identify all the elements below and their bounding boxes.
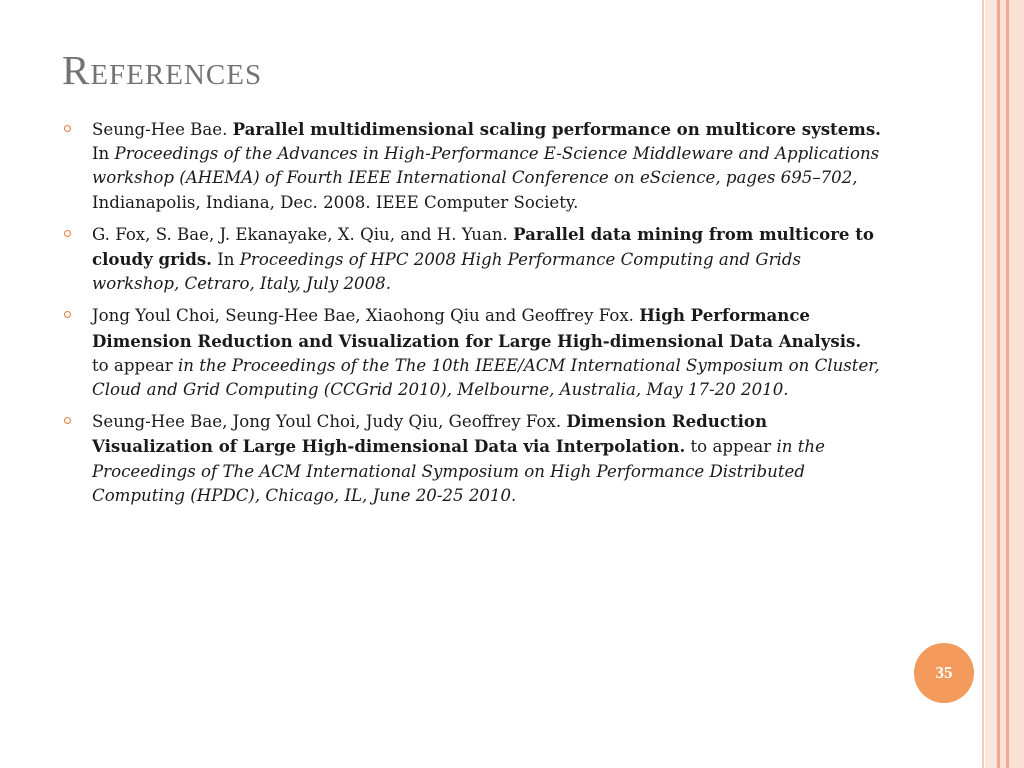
page-number-badge: 35	[914, 643, 974, 703]
reference-venue: Proceedings of HPC 2008 High Performance Computing and Grids workshop, Cetraro, Italy, July 2008.	[92, 250, 802, 294]
reference-venue: in the Proceedings of the The 10th IEEE/ACM International Symposium on Cluster, Cloud and Grid Computing (CCGrid 2010), Melbourne, Australia, May 17-20 2010.	[92, 355, 880, 400]
reference-list	[62, 117, 882, 515]
reference-item	[62, 303, 882, 402]
reference-item	[62, 222, 882, 297]
reference-venue: in the Proceedings of The ACM International Symposium on High Performance Distributed Computing (HPDC), Chicago, IL, June 20-25 2010.	[92, 437, 825, 505]
slide-title: References	[62, 47, 263, 93]
reference-authors: Seung-Hee Bae, Jong Youl Choi, Judy Qiu, Geoffrey Fox.	[92, 412, 567, 432]
circle-bullet-icon	[64, 125, 71, 132]
reference-connector: In	[211, 250, 240, 270]
reference-title: Parallel multidimensional scaling performance on multicore systems.	[232, 119, 881, 139]
reference-item	[62, 117, 882, 215]
stripe	[982, 0, 984, 768]
stripe	[985, 0, 997, 768]
circle-bullet-icon	[64, 230, 71, 237]
circle-bullet-icon	[64, 417, 71, 424]
reference-item	[62, 409, 882, 508]
stripe	[1009, 0, 1024, 768]
reference-title: Parallel data mining from multicore to cloudy grids.	[92, 223, 874, 270]
reference-connector: In	[92, 144, 115, 164]
reference-tail: Indianapolis, Indiana, Dec. 2008. IEEE Computer Society.	[92, 192, 579, 212]
reference-authors: Jong Youl Choi, Seung-Hee Bae, Xiaohong Qiu and Geoffrey Fox.	[92, 306, 640, 326]
decorative-side-stripes	[982, 0, 1024, 768]
circle-bullet-icon	[64, 311, 71, 318]
reference-venue: Proceedings of the Advances in High-Performance E-Science Middleware and Applications workshop (AHEMA) of Fourth IEEE International Conference on eScience, pages 695–702,	[92, 144, 880, 188]
reference-authors: G. Fox, S. Bae, J. Ekanayake, X. Qiu, and H. Yuan.	[92, 224, 514, 244]
reference-title: Dimension Reduction Visualization of Large High-dimensional Data via Interpolation.	[92, 411, 768, 457]
reference-title: High Performance Dimension Reduction and Visualization for Large High-dimensional Data Analysis.	[92, 305, 862, 351]
reference-connector: to appear	[92, 355, 178, 375]
reference-authors: Seung-Hee Bae.	[92, 120, 233, 139]
reference-connector: to appear	[685, 437, 777, 457]
